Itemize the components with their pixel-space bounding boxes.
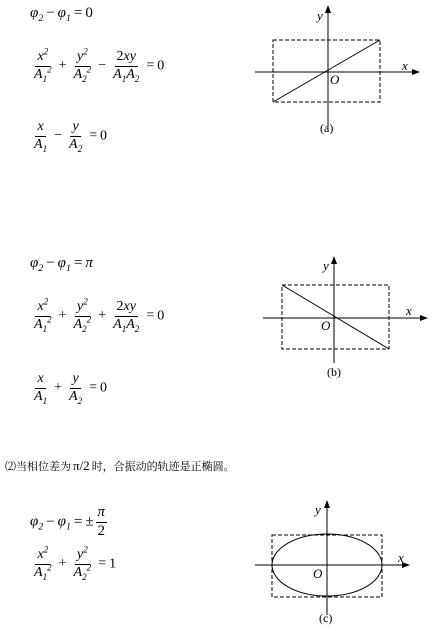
y-arrow-a: [325, 5, 331, 13]
trajectory-line-b: [282, 285, 389, 349]
caption-a: (a): [320, 121, 334, 135]
line-equation-b: $\frac{x}{A_1}$ + $\frac{y}{A_2}$ = 0: [34, 371, 108, 406]
trajectory-line-a: [273, 40, 380, 102]
ellipse-equation-a: $\frac{x^2}{A_1^2}$ + $\frac{y^2}{A_2^2}$ − $\frac{2xy}{A_1A_2}$ = 0: [34, 46, 165, 84]
y-label-a: y: [317, 8, 323, 23]
ellipse-equation-b: $\frac{x^2}{A_1^2}$ + $\frac{y^2}{A_2^2}$ + $\frac{2xy}{A_1A_2}$ = 0: [34, 296, 165, 334]
note-text: [5, 458, 235, 474]
y-label-c: y: [315, 502, 321, 517]
x-label-c: x: [398, 550, 404, 565]
line-equation-a: $\frac{x}{A_1}$ − $\frac{y}{A_2}$ = 0: [34, 119, 108, 154]
caption-b: (b): [327, 365, 341, 379]
diagram-b: [255, 253, 435, 388]
x-label-b: x: [406, 303, 412, 318]
y-arrow-c: [324, 500, 330, 508]
x-arrow-a: [412, 69, 420, 75]
note-value: π/2: [73, 458, 90, 473]
x-label-a: x: [402, 58, 408, 73]
note-prefix: ⑵当相位差为: [5, 460, 71, 473]
origin-label-b: O: [321, 318, 331, 333]
ellipse-equation-c: $\frac{x^2}{A_1^2}$ + $\frac{y^2}{A_2^2}$ = 1: [34, 544, 117, 582]
phase-condition-a: $\varphi_2 - \varphi_1 = 0$: [30, 5, 93, 24]
phase-condition-c: $\varphi_2 - \varphi_1$ = ± $\frac{\pi}{2}$: [30, 504, 106, 539]
caption-c: (c): [319, 611, 333, 625]
origin-label-c: O: [313, 566, 323, 581]
phase-condition-b: $\varphi_2 - \varphi_1 = \pi$: [30, 255, 93, 274]
origin-label-a: O: [330, 72, 340, 87]
y-arrow-b: [331, 256, 337, 264]
diagram-c: [255, 495, 435, 631]
diagram-a: [250, 2, 430, 142]
note-suffix: 时，合振动的轨迹是正椭圆。: [91, 460, 235, 473]
x-arrow-b: [420, 315, 428, 321]
y-label-b: y: [323, 258, 329, 273]
